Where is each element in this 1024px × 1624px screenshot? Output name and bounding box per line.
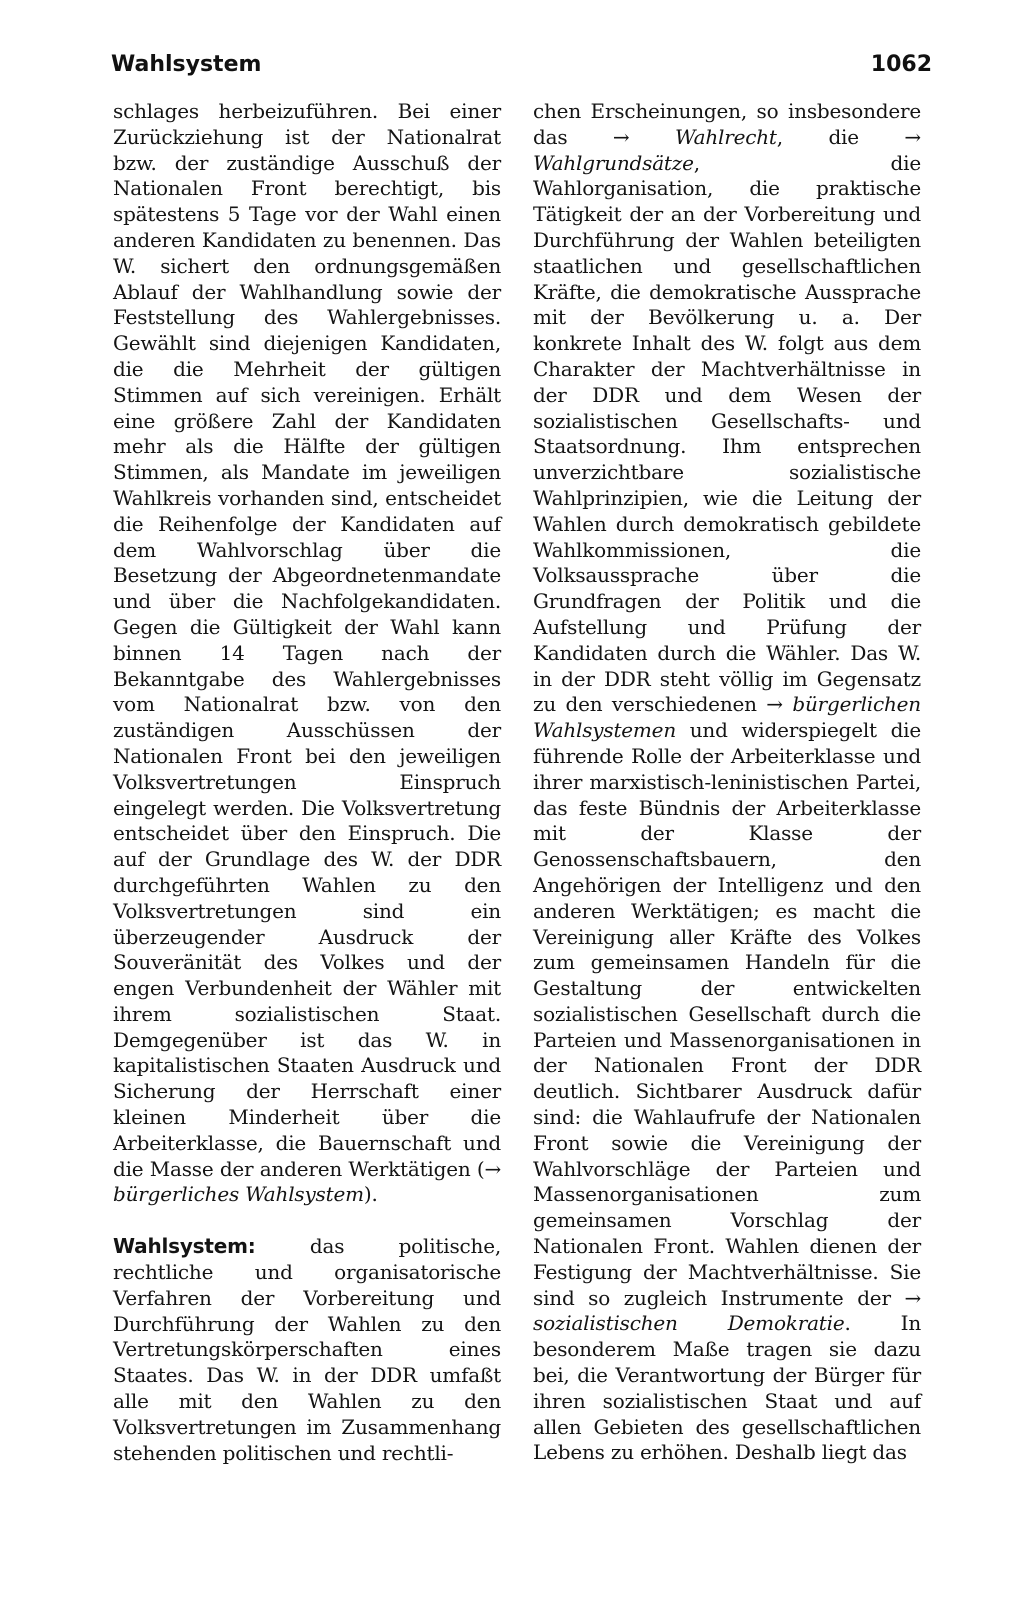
cross-reference-buergerliches-wahlsystem[interactable]: bürgerliches Wahlsystem <box>113 1182 364 1207</box>
body-text: , die <box>776 124 905 149</box>
entry-wahlsystem <box>113 1234 501 1466</box>
cross-reference-arrow-icon: → <box>766 692 783 717</box>
page-number: 1062 <box>870 52 932 77</box>
cross-reference-sozialistische-demokratie[interactable]: sozialistischen Demokratie <box>533 1311 845 1336</box>
cross-reference-buergerliche-wahlsysteme[interactable]: bürgerlichen Wahlsystemen <box>533 692 921 743</box>
cross-reference-arrow-icon: → <box>484 1156 501 1181</box>
page-header <box>111 50 932 84</box>
body-text: und widerspiegelt die führende Rolle der Arbeiterklasse und ihrer marxistisch-leninistischen Partei, das feste Bündnis der Arbeiterklasse mit der Klasse der Genossenschaftsbauern, den Angehörigen der Intelligenz und den anderen Werktätigen; es macht die Vereinigung aller Kräfte des Volkes zum gemeinsamen Handeln für die Gestaltung der entwickelten sozialistischen Gesellschaft durch die Parteien und Massenorganisationen in der Nationalen Front der DDR deutlich. Sichtbarer Ausdruck dafür sind: die Wahlaufrufe der Nationalen Front sowie die Vereinigung der Wahlvorschläge der Parteien und Massenorganisationen zum gemeinsamen Vorschlag der Nationalen Front. Wahlen dienen der Festigung der Machtverhältnisse. Sie sind so zugleich Instrumente der <box>533 718 921 1310</box>
cross-reference-arrow-icon: → <box>904 124 921 149</box>
cross-reference-wahlrecht[interactable]: Wahlrecht <box>675 124 777 149</box>
body-text: schlages herbeizuführen. Bei einer Zurückziehung ist der Nationalrat bzw. der zuständige Ausschuß der Nationalen Front berechtigt, bis spätestens 5 Tage vor der Wahl einen anderen Kandidaten zu benennen. Das W. sichert den ordnungsgemäßen Ablauf der Wahlhandlung sowie der Feststellung des Wahlergebnisses. Gewählt sind diejenigen Kandidaten, die die Mehrheit der gültigen Stimmen auf sich vereinigen. Erhält eine größere Zahl der Kandidaten mehr als die Hälfte der gültigen Stimmen, als Mandate im jeweiligen Wahlkreis vorhanden sind, entscheidet die Reihenfolge der Kandidaten auf dem Wahlvorschlag über die Besetzung der Abgeordnetenmandate und über die Nachfolgekandidaten. Gegen die Gültigkeit der Wahl kann binnen 14 Tagen nach der Bekanntgabe des Wahlergebnisses vom Nationalrat bzw. von den zuständigen Ausschüssen der Nationalen Front bei den jeweiligen Volksvertretungen Einspruch eingelegt werden. Die Volksvertretung entscheidet über den Einspruch. Die auf der Grundlage des W. der DDR durchgeführten Wahlen zu den Volksvertretungen sind ein überzeugender Ausdruck der Souveränität des Volkes und der engen Verbundenheit der Wähler mit ihrem sozialistischen Staat. Demgegenüber ist das W. in kapitalistischen Staaten Ausdruck und Sicherung der Herrschaft einer kleinen Minderheit über die Arbeiterklasse, die Bauernschaft und die Masse der anderen Werktätigen ( <box>113 99 501 1181</box>
body-text: chen Erscheinungen, so insbesondere das <box>533 99 921 149</box>
paragraph-continuation <box>533 99 921 1466</box>
entry-definition: das politische, rechtliche und organisatorische Verfahren der Vorbereitung und Durchführung der Wahlen zu den Vertretungskörperschaften eines Staates. Das W. in der DDR umfaßt alle mit den Wahlen zu den Volksvertretungen im Zusammenhang stehenden politischen und rechtli- <box>113 1234 501 1465</box>
running-head-title: Wahlsystem <box>111 52 262 77</box>
cross-reference-arrow-icon: → <box>612 124 630 149</box>
left-column <box>113 99 501 1466</box>
entry-term: Wahlsystem: <box>113 1234 256 1259</box>
body-text: . In besonderem Maße tragen sie dazu bei, die Verantwortung der Bürger für ihren sozialistischen Staat und auf allen Gebieten des gesellschaftlichen Lebens zu erhöhen. Deshalb liegt das <box>533 1311 922 1465</box>
cross-reference-arrow-icon: → <box>904 1285 921 1310</box>
cross-reference-wahlgrundsaetze[interactable]: Wahlgrundsätze <box>533 150 694 175</box>
paragraph-continuation <box>113 99 501 1208</box>
right-column <box>533 99 921 1466</box>
body-text: ). <box>363 1182 378 1207</box>
body-text: , die Wahlorganisation, die praktische Tätigkeit der an der Vorbereitung und Durchführung der Wahlen beteiligten staatlichen und gesellschaftlichen Kräfte, die demokratische Aussprache mit der Bevölkerung u. a. Der konkrete Inhalt des W. folgt aus dem Charakter der Machtverhältnisse in der DDR und dem Wesen der sozialistischen Gesellschafts- und Staatsordnung. Ihm entsprechen unverzichtbare sozialistische Wahlprinzipien, wie die Leitung der Wahlen durch demokratisch gebildete Wahlkommissionen, die Volksaussprache über die Grundfragen der Politik und die Aufstellung und Prüfung der Kandidaten durch die Wähler. Das W. in der DDR steht völlig im Gegensatz zu den verschiedenen <box>533 150 921 717</box>
